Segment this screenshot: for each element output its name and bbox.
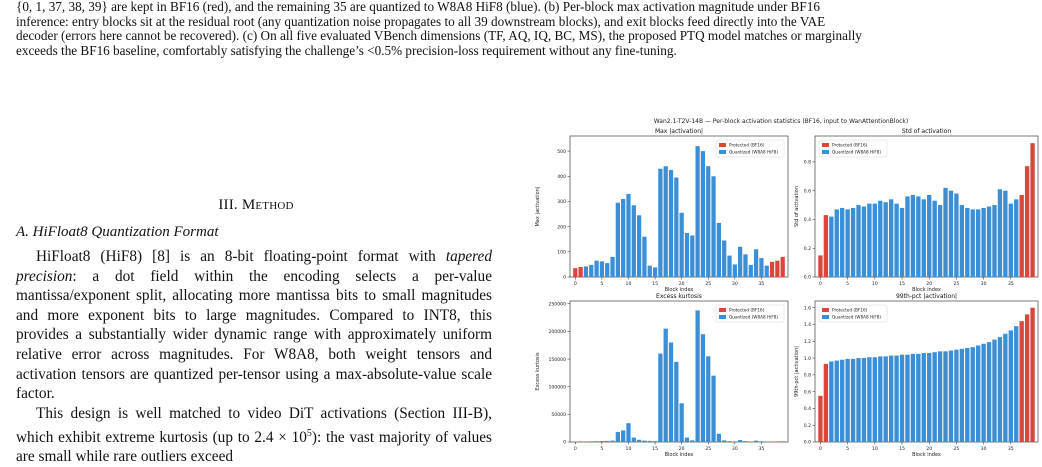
bar-block-32 <box>743 441 747 442</box>
bar-block-25 <box>706 356 710 442</box>
bar-block-18 <box>916 354 920 442</box>
superscript: 5 <box>307 428 312 439</box>
x-tick-label: 5 <box>600 446 603 452</box>
caption-line: decoder (errors here cannot be recovered). (c) On all five evaluated VBench dimensions (TF, AQ, IQ, BC, MS), the proposed PTQ model matches or marginally <box>16 29 1026 44</box>
bar-block-30 <box>733 441 737 442</box>
bar-block-39 <box>1030 143 1034 277</box>
bar-block-38 <box>1025 166 1029 277</box>
bar-block-16 <box>905 355 909 442</box>
legend-label: Quantized (W8A8 HiF8) <box>729 150 778 155</box>
y-tick-label: 1.2 <box>804 339 811 345</box>
bar-block-26 <box>711 376 715 442</box>
bar-block-1 <box>579 267 583 277</box>
bar-block-19 <box>674 178 678 277</box>
bar-block-26 <box>960 349 964 442</box>
bar-block-30 <box>981 344 985 442</box>
bar-block-4 <box>840 360 844 442</box>
bar-block-28 <box>971 209 975 277</box>
bar-block-19 <box>922 199 926 277</box>
y-tick-label: 0.0 <box>804 275 811 281</box>
legend-swatch <box>822 308 829 312</box>
y-axis-label: Max |activation| <box>535 186 541 226</box>
bar-block-14 <box>894 204 898 277</box>
bar-block-35 <box>1009 330 1013 442</box>
chart-panel-2 <box>794 128 1038 293</box>
y-tick-label: 0.8 <box>804 160 811 166</box>
bar-block-33 <box>998 337 1002 442</box>
legend-swatch <box>822 315 829 319</box>
bar-block-27 <box>717 223 721 277</box>
legend-swatch <box>719 308 726 312</box>
chart-title: 99th-pct |activation| <box>896 293 957 300</box>
bar-block-33 <box>749 441 753 442</box>
section-title: III. Method <box>16 197 496 214</box>
bar-block-19 <box>922 353 926 442</box>
x-axis-label: Block index <box>912 452 941 458</box>
bar-block-15 <box>900 355 904 442</box>
bar-block-21 <box>685 438 689 442</box>
bar-block-8 <box>616 203 620 277</box>
bar-block-38 <box>775 441 779 442</box>
bar-block-15 <box>653 267 657 277</box>
x-tick-label: 10 <box>872 281 878 287</box>
bar-block-9 <box>867 357 871 442</box>
bar-block-16 <box>658 354 662 442</box>
x-tick-label: 0 <box>819 446 822 452</box>
paragraph-text: HiFloat8 (HiF8) [8] is an 8-bit floating-point format with <box>36 248 446 265</box>
y-tick-label: 0.8 <box>804 373 811 379</box>
bar-block-39 <box>781 257 785 277</box>
figure-suptitle: Wan2.1-T2V-14B — Per-block activation statistics (BF16, input to WanAttentionBlock) <box>522 118 1040 125</box>
bar-block-36 <box>1014 199 1018 277</box>
bar-block-2 <box>584 441 588 442</box>
bar-block-35 <box>759 441 763 442</box>
y-tick-label: 300 <box>557 199 566 205</box>
x-tick-label: 0 <box>574 281 577 287</box>
bar-block-26 <box>960 205 964 277</box>
x-tick-label: 20 <box>679 281 685 287</box>
x-tick-label: 10 <box>626 446 632 452</box>
bar-block-7 <box>610 441 614 442</box>
bar-block-18 <box>669 342 673 442</box>
y-tick-label: 100 <box>557 250 566 256</box>
bar-block-17 <box>911 195 915 277</box>
bar-block-31 <box>987 207 991 278</box>
legend-label: Protected (BF16) <box>729 308 765 313</box>
bar-block-25 <box>954 350 958 442</box>
bar-block-38 <box>1025 314 1029 442</box>
bar-block-35 <box>1009 204 1013 277</box>
bar-block-13 <box>642 237 646 277</box>
bar-block-7 <box>610 257 614 277</box>
chart-title: Std of activation <box>902 128 951 135</box>
y-axis-label: Excess kurtosis <box>535 352 541 391</box>
caption-line: {0, 1, 37, 38, 39} are kept in BF16 (red), and the remaining 35 are quantized to W8A8 HiF8 (blue). (b) Per-block max activation magnitude under BF16 <box>16 0 1026 15</box>
bar-block-12 <box>637 215 641 277</box>
bar-block-9 <box>621 199 625 277</box>
y-tick-label: 0 <box>563 275 566 281</box>
y-tick-label: 0.0 <box>804 440 811 446</box>
bar-block-33 <box>749 265 753 277</box>
bar-block-24 <box>949 191 953 277</box>
bar-block-6 <box>851 359 855 442</box>
y-tick-label: 0.6 <box>804 389 811 395</box>
x-tick-label: 35 <box>758 281 764 287</box>
x-tick-label: 25 <box>953 281 959 287</box>
bar-block-34 <box>1003 191 1007 277</box>
y-tick-label: 50000 <box>551 412 566 418</box>
x-tick-label: 0 <box>819 281 822 287</box>
y-tick-label: 0.4 <box>804 406 811 412</box>
legend-label: Quantized (W8A8 HiF8) <box>832 315 881 320</box>
legend-swatch <box>822 143 829 147</box>
x-tick-label: 30 <box>732 446 738 452</box>
bar-block-10 <box>873 204 877 277</box>
x-tick-label: 20 <box>926 281 932 287</box>
bar-block-29 <box>727 441 731 442</box>
bar-block-12 <box>884 202 888 277</box>
bar-block-28 <box>971 347 975 442</box>
bar-block-3 <box>835 209 839 277</box>
paragraph-text: This design is well matched to video DiT activations (Section III-B), which exhibit extreme kurtosis (up to 2.4 × 10 <box>16 405 492 446</box>
x-axis-label: Block index <box>912 287 941 293</box>
bar-block-18 <box>916 196 920 277</box>
bar-block-33 <box>998 189 1002 277</box>
bar-block-0 <box>818 255 822 277</box>
bar-block-30 <box>733 264 737 277</box>
bar-block-12 <box>884 356 888 442</box>
bar-block-17 <box>664 329 668 442</box>
bar-block-21 <box>932 352 936 442</box>
bar-block-36 <box>1014 326 1018 442</box>
bar-block-37 <box>1020 195 1024 277</box>
bar-block-1 <box>824 364 828 442</box>
bar-block-13 <box>642 441 646 442</box>
caption-line: inference: entry blocks sit at the residual root (any quantization noise propagates to all 39 downstream blocks), and exit blocks feed directly into the VAE <box>16 15 1026 30</box>
bar-block-1 <box>824 215 828 277</box>
bar-block-10 <box>873 357 877 442</box>
bar-block-21 <box>932 201 936 277</box>
x-tick-label: 15 <box>899 281 905 287</box>
bar-block-5 <box>600 441 604 442</box>
bar-block-20 <box>680 403 684 442</box>
chart-legend <box>819 305 887 322</box>
y-tick-label: 0.2 <box>804 423 811 429</box>
y-tick-label: 200000 <box>548 329 566 335</box>
x-tick-label: 10 <box>626 281 632 287</box>
y-tick-label: 0.2 <box>804 246 811 252</box>
bar-block-4 <box>594 261 598 277</box>
bar-block-8 <box>862 358 866 442</box>
bar-block-29 <box>976 345 980 442</box>
x-tick-label: 35 <box>1008 446 1014 452</box>
bar-block-11 <box>878 356 882 442</box>
bar-block-5 <box>845 209 849 277</box>
bar-block-14 <box>894 356 898 442</box>
x-tick-label: 15 <box>652 281 658 287</box>
bar-block-6 <box>605 441 609 442</box>
bar-block-7 <box>856 205 860 277</box>
y-axis-label: 99th-pct |activation| <box>794 346 800 397</box>
bar-block-16 <box>658 169 662 277</box>
bar-block-32 <box>743 254 747 277</box>
chart-panel-1 <box>535 128 788 293</box>
bar-block-10 <box>626 423 630 442</box>
bar-block-5 <box>845 359 849 442</box>
bar-block-25 <box>954 194 958 277</box>
bar-block-27 <box>965 348 969 442</box>
bar-block-22 <box>938 205 942 277</box>
bar-block-28 <box>722 440 726 442</box>
bar-block-16 <box>905 196 909 277</box>
x-tick-label: 15 <box>652 446 658 452</box>
x-tick-label: 25 <box>953 446 959 452</box>
bar-block-34 <box>1003 334 1007 442</box>
bar-block-18 <box>669 170 673 277</box>
bar-block-31 <box>738 440 742 442</box>
bar-block-17 <box>664 166 668 277</box>
legend-swatch <box>719 150 726 154</box>
x-tick-label: 0 <box>574 446 577 452</box>
x-axis-label: Block index <box>665 452 694 458</box>
legend-label: Quantized (W8A8 HiF8) <box>832 150 881 155</box>
paragraph-hif8 <box>16 247 492 404</box>
bar-block-5 <box>600 261 604 277</box>
legend-label: Protected (BF16) <box>832 308 868 313</box>
bar-block-19 <box>674 362 678 442</box>
bar-block-15 <box>653 441 657 442</box>
bar-block-11 <box>632 438 636 442</box>
bar-block-26 <box>711 176 715 277</box>
bar-block-4 <box>594 441 598 442</box>
bar-block-27 <box>965 208 969 277</box>
bar-block-24 <box>949 351 953 442</box>
bar-block-20 <box>927 195 931 277</box>
legend-label: Protected (BF16) <box>832 143 868 148</box>
paragraph-dit <box>16 404 492 467</box>
bar-block-32 <box>992 205 996 277</box>
bar-block-21 <box>685 233 689 277</box>
bar-block-39 <box>1030 308 1034 442</box>
bar-block-3 <box>835 361 839 442</box>
y-tick-label: 1.0 <box>804 356 811 362</box>
bar-block-9 <box>621 430 625 442</box>
y-axis-label: Std of activation <box>794 186 800 227</box>
bar-block-28 <box>722 240 726 277</box>
bar-block-7 <box>856 358 860 442</box>
y-tick-label: 250000 <box>548 301 566 307</box>
bar-block-3 <box>589 265 593 277</box>
chart-legend <box>716 305 784 322</box>
paragraph-text: : a dot field within the encoding selects a per-value mantissa/exponent split, allocating more mantissa bits to small magnitudes and more exponent bits to large magnitudes. Compared to INT8, this provides a substantially wider dynamic range with approximately uniform relative error across magnitudes. For W8A8, both weight tensors and activation tensors are quantized per-tensor using a max-absolute-value scale factor. <box>16 268 492 403</box>
bar-block-2 <box>829 361 833 442</box>
x-tick-label: 30 <box>981 281 987 287</box>
paragraph-text: ): the vast majority of values are small while rare outliers exceed <box>16 429 492 466</box>
bar-block-8 <box>862 207 866 278</box>
bar-block-34 <box>754 249 758 277</box>
bar-block-22 <box>690 440 694 442</box>
chart-title: Max |activation| <box>655 128 703 135</box>
bar-block-6 <box>605 263 609 277</box>
y-tick-label: 150000 <box>548 357 566 363</box>
y-tick-label: 1.4 <box>804 322 811 328</box>
y-tick-label: 0 <box>563 440 566 446</box>
bar-block-37 <box>770 262 774 277</box>
subsection-title: A. HiFloat8 Quantization Format <box>16 224 496 241</box>
bar-block-13 <box>889 356 893 442</box>
bar-block-31 <box>738 247 742 277</box>
figure-caption <box>16 0 1026 58</box>
bar-block-37 <box>1020 321 1024 442</box>
y-tick-label: 1.6 <box>804 305 811 311</box>
bar-block-11 <box>878 201 882 277</box>
x-tick-label: 25 <box>705 281 711 287</box>
bar-block-36 <box>765 266 769 277</box>
bar-block-29 <box>976 209 980 277</box>
x-tick-label: 20 <box>679 446 685 452</box>
x-tick-label: 5 <box>846 281 849 287</box>
bar-block-39 <box>781 441 785 442</box>
bar-block-6 <box>851 208 855 277</box>
bar-block-27 <box>717 434 721 442</box>
bar-block-11 <box>632 205 636 277</box>
bar-block-31 <box>987 342 991 442</box>
chart-panel-4 <box>794 293 1038 458</box>
bar-block-25 <box>706 166 710 277</box>
emphasis-text: tapered precision <box>16 248 492 285</box>
x-tick-label: 35 <box>758 446 764 452</box>
x-tick-label: 20 <box>926 446 932 452</box>
bar-block-8 <box>616 432 620 442</box>
chart-legend <box>819 140 887 157</box>
bar-block-20 <box>680 213 684 277</box>
chart-panel-3 <box>535 293 788 458</box>
legend-label: Protected (BF16) <box>729 143 765 148</box>
x-tick-label: 15 <box>899 446 905 452</box>
bar-block-29 <box>727 256 731 277</box>
activation-statistics-figure <box>522 118 1040 463</box>
bar-block-23 <box>943 188 947 277</box>
bar-block-14 <box>648 441 652 442</box>
x-tick-label: 35 <box>1008 281 1014 287</box>
x-tick-label: 10 <box>872 446 878 452</box>
bar-block-0 <box>818 396 822 442</box>
bar-block-20 <box>927 353 931 442</box>
x-tick-label: 30 <box>732 281 738 287</box>
y-tick-label: 500 <box>557 149 566 155</box>
bar-block-23 <box>695 310 699 442</box>
bar-block-2 <box>584 266 588 277</box>
legend-swatch <box>822 150 829 154</box>
bar-block-38 <box>775 261 779 277</box>
chart-title: Excess kurtosis <box>656 293 702 300</box>
x-tick-label: 30 <box>981 446 987 452</box>
y-tick-label: 100000 <box>548 384 566 390</box>
bar-block-22 <box>690 235 694 277</box>
bar-block-0 <box>573 268 577 277</box>
bar-block-34 <box>754 441 758 442</box>
bar-block-23 <box>695 146 699 277</box>
bar-block-32 <box>992 340 996 442</box>
legend-label: Quantized (W8A8 HiF8) <box>729 315 778 320</box>
x-tick-label: 5 <box>846 446 849 452</box>
bar-block-23 <box>943 351 947 442</box>
bar-block-17 <box>911 354 915 442</box>
bar-block-22 <box>938 351 942 442</box>
y-tick-label: 200 <box>557 224 566 230</box>
bar-block-12 <box>637 440 641 442</box>
bar-block-13 <box>889 199 893 277</box>
y-tick-label: 400 <box>557 174 566 180</box>
bar-block-10 <box>626 194 630 277</box>
y-tick-label: 0.6 <box>804 188 811 194</box>
legend-swatch <box>719 143 726 147</box>
bar-block-24 <box>701 151 705 277</box>
x-tick-label: 25 <box>705 446 711 452</box>
bar-block-24 <box>701 334 705 442</box>
chart-legend <box>716 140 784 157</box>
bar-block-35 <box>759 258 763 277</box>
bar-block-3 <box>589 441 593 442</box>
legend-swatch <box>719 315 726 319</box>
bar-block-30 <box>981 208 985 277</box>
x-axis-label: Block index <box>665 287 694 293</box>
bar-block-15 <box>900 208 904 277</box>
bar-block-14 <box>648 266 652 277</box>
bar-block-9 <box>867 204 871 277</box>
x-tick-label: 5 <box>600 281 603 287</box>
caption-line: exceeds the BF16 baseline, comfortably satisfying the challenge’s <0.5% precision-loss requirement without any fine-tuning. <box>16 44 1026 59</box>
figure-canvas <box>522 118 1040 463</box>
bar-block-2 <box>829 217 833 277</box>
bar-block-4 <box>840 208 844 277</box>
y-tick-label: 0.4 <box>804 217 811 223</box>
